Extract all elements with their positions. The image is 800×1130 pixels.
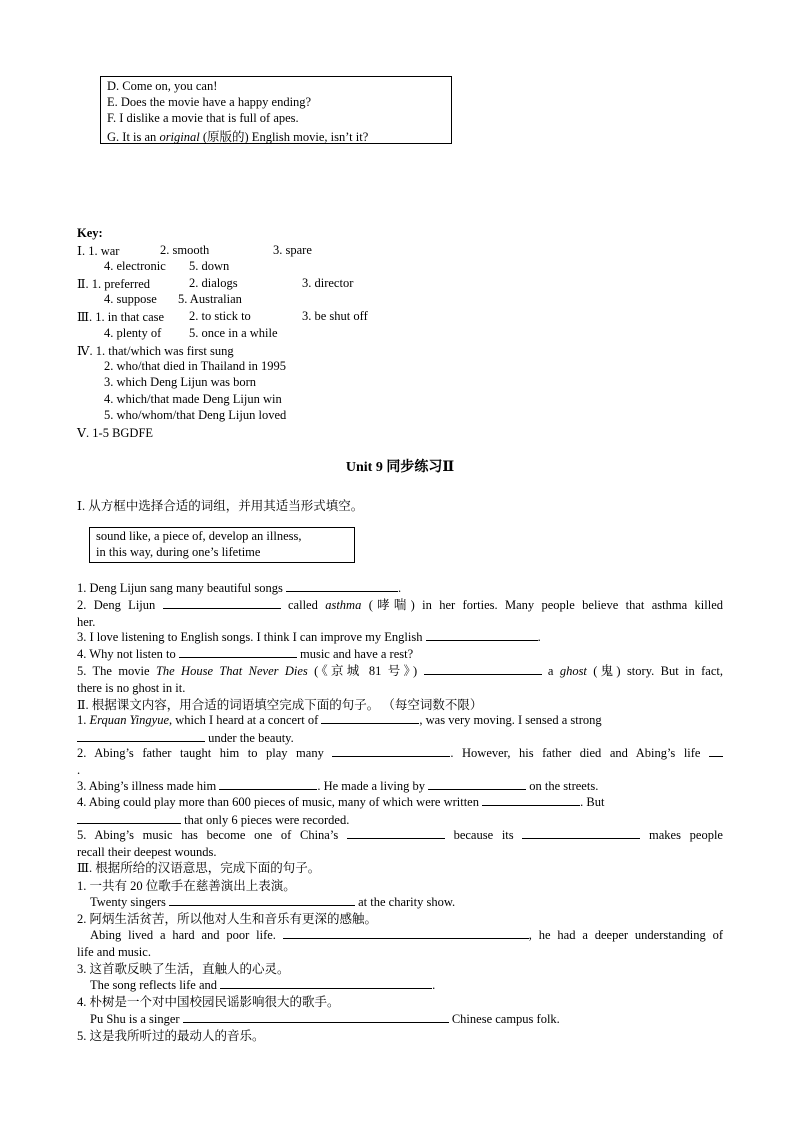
s2-question-4: 4. Abing could play more than 600 pieces of music, many of which were written . But that only 6 pieces were recorded. — [77, 795, 605, 827]
key-row: 4. electronic — [104, 259, 166, 273]
answer-blank[interactable] — [220, 976, 432, 989]
key-row: 3. be shut off — [302, 309, 368, 323]
answer-blank[interactable] — [219, 777, 317, 790]
s2-question-2: 2. Abing’s father taught him to play many . However, his father died and Abing’s life . — [77, 744, 723, 778]
section3-heading: Ⅲ. 根据所给的汉语意思，完成下面的句子。 — [77, 861, 321, 875]
s3-question-1-cn: 1. 一共有 20 位歌手在慈善演出上表演。 — [77, 879, 296, 893]
phrase-line: sound like, a piece of, develop an illness, — [96, 529, 302, 543]
key-row: 5. down — [189, 259, 230, 273]
s2-question-3: 3. Abing’s illness made him . He made a living by on the streets. — [77, 779, 599, 793]
key-row: 3. which Deng Lijun was born — [104, 375, 257, 389]
key-row: Ⅴ. 1-5 BGDFE — [77, 426, 154, 440]
page-title: Unit 9 同步练习Ⅱ — [345, 460, 455, 475]
section1-heading: Ⅰ. 从方框中选择合适的词组，并用其适当形式填空。 — [77, 499, 364, 513]
key-heading: Key: — [77, 226, 103, 240]
key-row: Ⅳ. 1. that/which was first sung — [77, 344, 234, 358]
answer-blank[interactable] — [183, 1010, 449, 1023]
answer-blank[interactable] — [522, 826, 640, 839]
key-row: Ⅰ. 1. war — [77, 244, 120, 258]
option-d: D. Come on, you can! — [107, 79, 218, 93]
s2-question-1: 1. Erquan Yingyue, which I heard at a concert of , was very moving. I sensed a strong under the beauty. — [77, 713, 602, 745]
answer-blank[interactable] — [424, 662, 542, 675]
answer-blank[interactable] — [77, 729, 205, 742]
s3-question-3-en: The song reflects life and . — [90, 978, 436, 992]
answer-blank[interactable] — [482, 793, 580, 806]
s1-question-1: 1. Deng Lijun sang many beautiful songs . — [77, 581, 402, 595]
s3-question-5-cn: 5. 这是我所听过的最动人的音乐。 — [77, 1029, 265, 1043]
key-row: 5. Australian — [178, 292, 242, 306]
s3-question-4-cn: 4. 朴树是一个对中国校园民谣影响很大的歌手。 — [77, 995, 340, 1009]
answer-blank[interactable] — [347, 826, 445, 839]
section2-heading: Ⅱ. 根据课文内容，用合适的词语填空完成下面的句子。 （每空词数不限） — [77, 698, 483, 712]
s3-question-4-en: Pu Shu is a singer Chinese campus folk. — [90, 1012, 560, 1026]
answer-blank[interactable] — [426, 628, 538, 641]
s3-question-2-en: Abing lived a hard and poor life. , he had a deeper understanding of life and music. — [77, 928, 724, 959]
s3-question-2-cn: 2. 阿炳生活贫苦，所以他对人生和音乐有更深的感触。 — [77, 912, 378, 926]
s2-question-5: 5. Abing’s music has become one of China’s because its makes people recall their deepest wounds. — [77, 828, 723, 859]
answer-blank[interactable] — [709, 744, 723, 757]
key-row: 5. once in a while — [189, 326, 278, 340]
answer-blank[interactable] — [169, 893, 355, 906]
key-row: Ⅲ. 1. in that case — [77, 310, 165, 324]
phrase-box — [89, 527, 355, 563]
key-row: 4. suppose — [104, 292, 157, 306]
key-row: 2. smooth — [160, 243, 210, 257]
key-row: 3. director — [302, 276, 354, 290]
key-row: 4. plenty of — [104, 326, 162, 340]
key-row: 4. which/that made Deng Lijun win — [104, 392, 282, 406]
s1-question-5: 5. The movie The House That Never Dies (《京城 81 号》) a ghost (鬼) story. But in fact, there is no ghost in it. — [77, 664, 724, 695]
s3-question-3-cn: 3. 这首歌反映了生活，直触人的心灵。 — [77, 962, 290, 976]
answer-blank[interactable] — [179, 645, 297, 658]
answer-blank[interactable] — [77, 811, 181, 824]
answer-blank[interactable] — [332, 744, 450, 757]
phrase-line: in this way, during one’s lifetime — [96, 545, 261, 559]
s1-question-3: 3. I love listening to English songs. I think I can improve my English . — [77, 630, 541, 644]
key-row: Ⅱ. 1. preferred — [77, 277, 151, 291]
answer-blank[interactable] — [283, 926, 529, 939]
key-row: 3. spare — [273, 243, 312, 257]
options-box — [100, 76, 452, 144]
option-e: E. Does the movie have a happy ending? — [107, 95, 312, 109]
key-row: 5. who/whom/that Deng Lijun loved — [104, 408, 287, 422]
option-f: F. I dislike a movie that is full of apes. — [107, 111, 299, 125]
answer-blank[interactable] — [163, 596, 281, 609]
answer-blank[interactable] — [428, 777, 526, 790]
answer-blank[interactable] — [286, 579, 398, 592]
s3-question-1-en: Twenty singers at the charity show. — [90, 895, 456, 909]
option-g: G. It is an original (原版的) English movie, isn’t it? — [107, 130, 369, 144]
s1-question-2: 2. Deng Lijun called asthma (哮喘) in her forties. Many people believe that asthma killed her. — [77, 598, 723, 629]
s1-question-4: 4. Why not listen to music and have a rest? — [77, 647, 414, 661]
answer-blank[interactable] — [321, 711, 419, 724]
key-row: 2. dialogs — [189, 276, 238, 290]
key-row: 2. to stick to — [189, 309, 251, 323]
key-row: 2. who/that died in Thailand in 1995 — [104, 359, 287, 373]
